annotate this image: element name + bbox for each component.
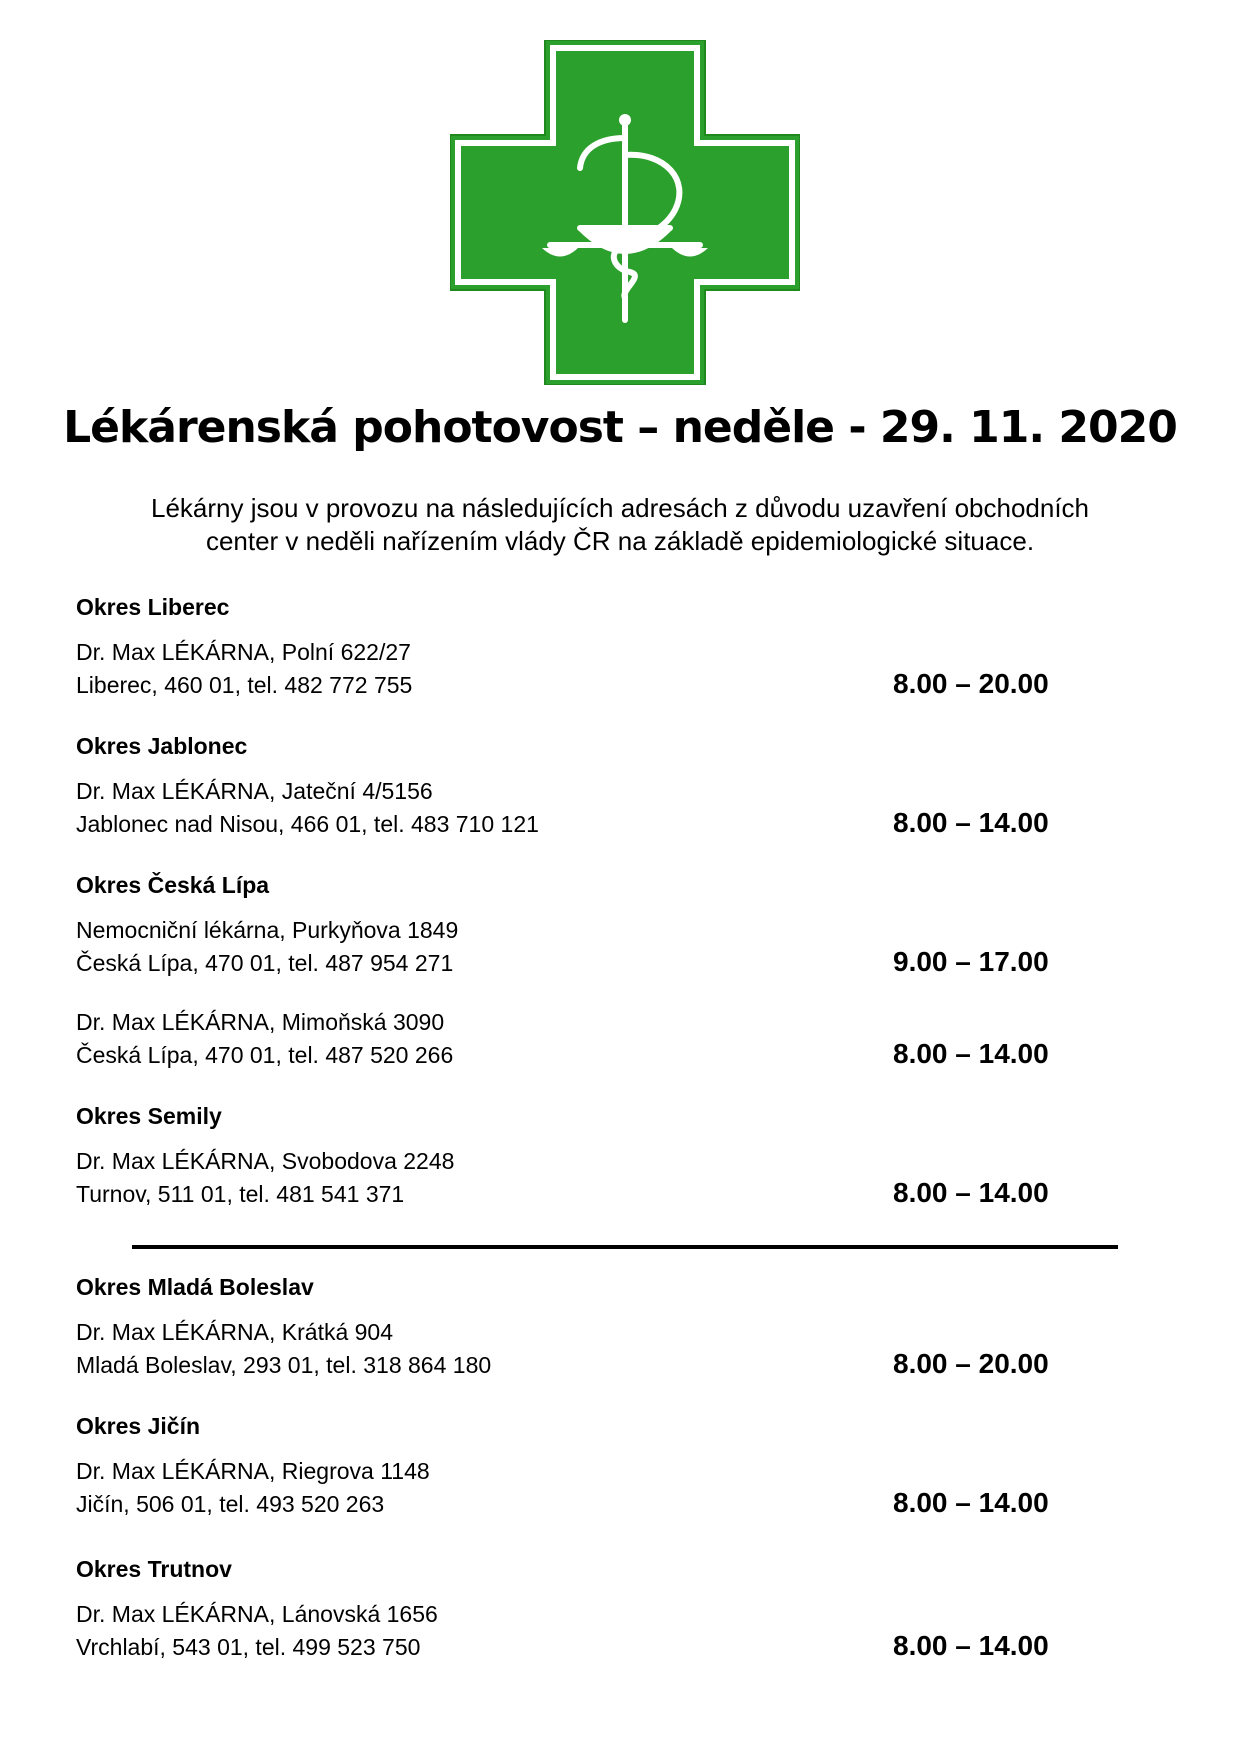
pharmacy-address: Dr. Max LÉKÁRNA, Svobodova 2248 [76, 1148, 455, 1174]
district-heading-jicin: Okres Jičín [76, 1413, 201, 1439]
pharmacy-entry [76, 1006, 1076, 1072]
district-heading-ceska-lipa: Okres Česká Lípa [76, 872, 270, 898]
page-title: Lékárenská pohotovost – neděle - 29. 11. 2020 [63, 402, 1177, 453]
pharmacy-address: Dr. Max LÉKÁRNA, Lánovská 1656 [76, 1601, 438, 1627]
pharmacy-entry [76, 1598, 1076, 1664]
pharmacy-address: Dr. Max LÉKÁRNA, Krátká 904 [76, 1319, 394, 1345]
opening-hours: 8.00 – 14.00 [893, 1630, 1049, 1661]
pharmacy-address: Dr. Max LÉKÁRNA, Polní 622/27 [76, 639, 411, 665]
pharmacy-contact: Vrchlabí, 543 01, tel. 499 523 750 [76, 1634, 421, 1660]
opening-hours: 8.00 – 14.00 [893, 1177, 1049, 1208]
intro-paragraph [60, 492, 1180, 558]
opening-hours: 8.00 – 14.00 [893, 1487, 1049, 1518]
pharmacy-contact: Liberec, 460 01, tel. 482 772 755 [76, 672, 413, 698]
pharmacy-entry [76, 775, 1076, 841]
section-divider [132, 1245, 1118, 1249]
opening-hours: 8.00 – 20.00 [893, 668, 1049, 699]
pharmacy-contact: Česká Lípa, 470 01, tel. 487 520 266 [76, 1042, 454, 1068]
pharmacy-cross-logo [450, 40, 800, 385]
pharmacy-entry [76, 636, 1076, 702]
district-heading-trutnov: Okres Trutnov [76, 1556, 232, 1582]
pharmacy-entry [76, 1316, 1076, 1382]
pharmacy-entry [76, 1145, 1076, 1211]
pharmacy-address: Dr. Max LÉKÁRNA, Mimoňská 3090 [76, 1009, 445, 1035]
pharmacy-address: Dr. Max LÉKÁRNA, Riegrova 1148 [76, 1458, 430, 1484]
opening-hours: 8.00 – 20.00 [893, 1348, 1049, 1379]
opening-hours: 9.00 – 17.00 [893, 946, 1049, 977]
pharmacy-address: Dr. Max LÉKÁRNA, Jateční 4/5156 [76, 778, 433, 804]
district-heading-semily: Okres Semily [76, 1103, 222, 1129]
pharmacy-address: Nemocniční lékárna, Purkyňova 1849 [76, 917, 459, 943]
opening-hours: 8.00 – 14.00 [893, 1038, 1049, 1069]
pharmacy-contact: Turnov, 511 01, tel. 481 541 371 [76, 1181, 405, 1207]
district-heading-mlada-boleslav: Okres Mladá Boleslav [76, 1274, 314, 1300]
intro-line: center v neděli nařízením vlády ČR na základě epidemiologické situace. [205, 526, 1035, 556]
pharmacy-contact: Jičín, 506 01, tel. 493 520 263 [76, 1491, 385, 1517]
pharmacy-entry [76, 1455, 1076, 1521]
district-heading-jablonec: Okres Jablonec [76, 733, 248, 759]
pharmacy-contact: Česká Lípa, 470 01, tel. 487 954 271 [76, 950, 454, 976]
pharmacy-contact: Jablonec nad Nisou, 466 01, tel. 483 710 121 [76, 811, 539, 837]
district-heading-liberec: Okres Liberec [76, 594, 230, 620]
pharmacy-entry [76, 914, 1076, 980]
opening-hours: 8.00 – 14.00 [893, 807, 1049, 838]
pharmacy-contact: Mladá Boleslav, 293 01, tel. 318 864 180 [76, 1352, 492, 1378]
intro-line: Lékárny jsou v provozu na následujících adresách z důvodu uzavření obchodních [150, 493, 1090, 523]
